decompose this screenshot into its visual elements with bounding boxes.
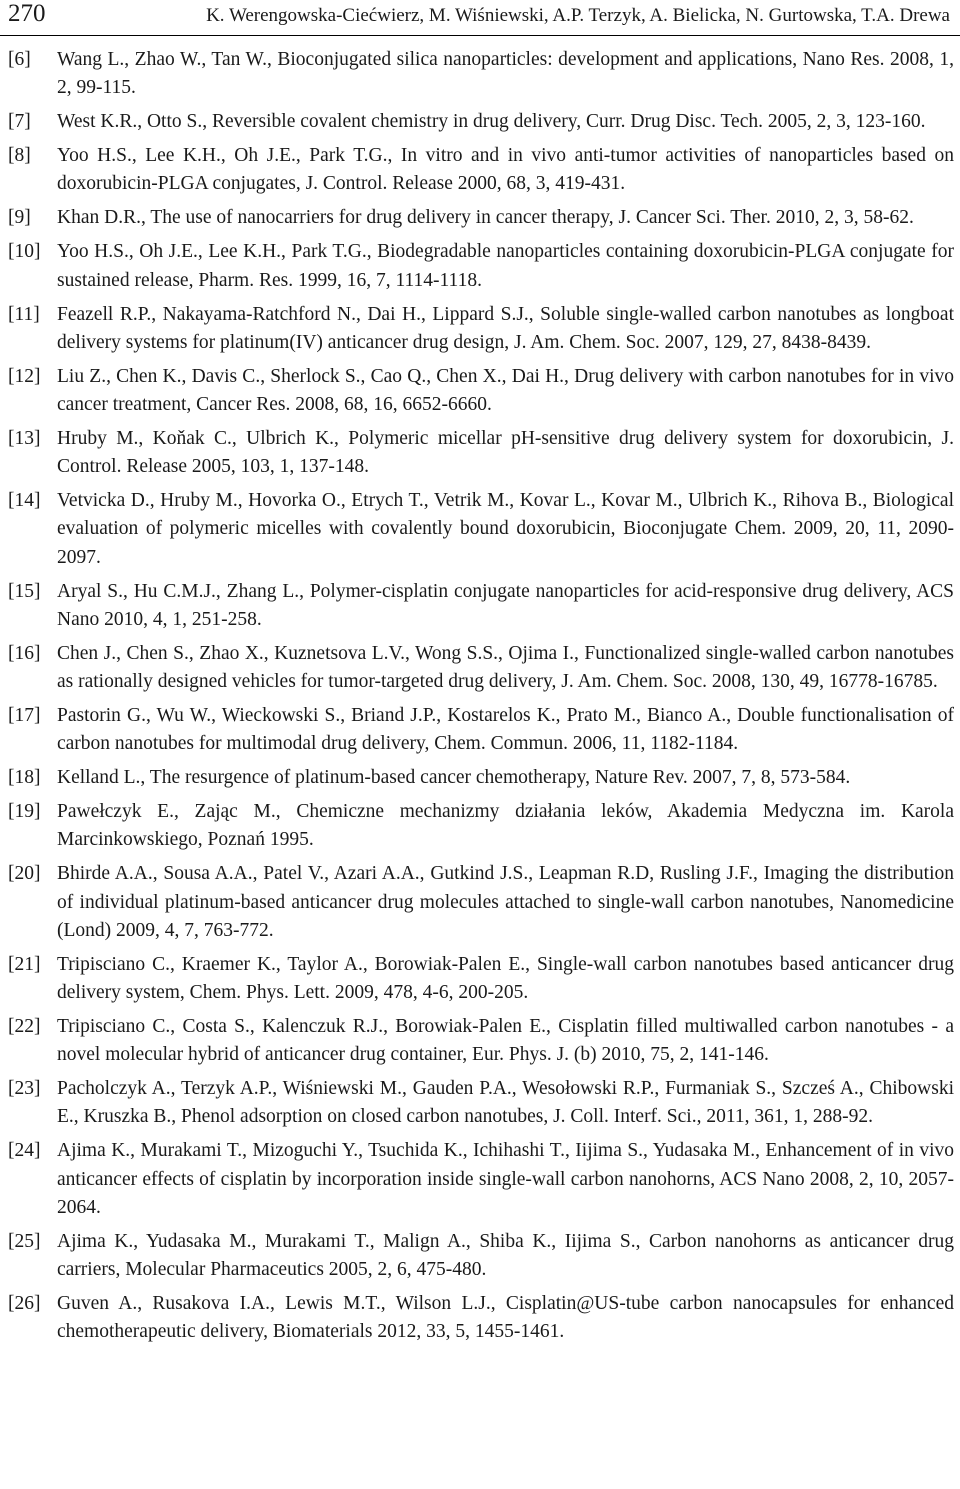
reference-number: [21]: [8, 953, 41, 975]
reference-item: [8, 1290, 954, 1346]
reference-text: Pacholczyk A., Terzyk A.P., Wiśniewski M., Gauden P.A., Wesołowski R.P., Furmaniak S., Szcześ A., Chibowski E., Kruszka B., Phenol adsorption on closed carbon nanotubes, J. Coll. Interf. Sci., 2011, 361, 1, 288-92.: [57, 1078, 954, 1128]
reference-item: [8, 951, 954, 1007]
reference-text: Kelland L., The resurgence of platinum-based cancer chemotherapy, Nature Rev. 2007, 7, 8, 573-584.: [57, 767, 851, 789]
reference-number: [6]: [8, 49, 31, 70]
reference-number: [26]: [8, 1293, 41, 1315]
reference-text: Chen J., Chen S., Zhao X., Kuznetsova L.V., Wong S.S., Ojima I., Functionalized single-walled carbon nanotubes as rationally designed vehicles for tumor-targeted drug delivery, J. Am. Chem. Soc. 2008, 130, 49, 16778-16785.: [57, 642, 954, 693]
reference-number: [17]: [8, 705, 41, 727]
reference-item: [8, 238, 954, 294]
reference-number: [11]: [8, 303, 40, 325]
reference-number: [14]: [8, 490, 41, 512]
reference-item: [8, 1013, 954, 1069]
reference-item: [8, 798, 954, 854]
reference-item: [8, 425, 954, 481]
reference-item: [8, 142, 954, 198]
reference-item: [8, 46, 954, 102]
reference-item: [8, 301, 954, 357]
reference-number: [23]: [8, 1078, 41, 1100]
reference-text: Aryal S., Hu C.M.J., Zhang L., Polymer-cisplatin conjugate nanoparticles for acid-responsive drug delivery, ACS Nano 2010, 4, 1, 251-258.: [57, 580, 954, 630]
reference-number: [24]: [8, 1140, 41, 1162]
reference-item: [8, 860, 954, 945]
reference-number: [13]: [8, 428, 41, 450]
reference-item: [8, 1137, 954, 1222]
reference-item: [8, 578, 954, 634]
page-header: [0, 0, 960, 36]
reference-item: [8, 487, 954, 572]
reference-text: Guven A., Rusakova I.A., Lewis M.T., Wilson L.J., Cisplatin@US-tube carbon nanocapsules for enhanced chemotherapeutic delivery, Biomaterials 2012, 33, 5, 1455-1461.: [57, 1293, 954, 1343]
reference-text: Bhirde A.A., Sousa A.A., Patel V., Azari A.A., Gutkind J.S., Leapman R.D, Rusling J.F., Imaging the distribution of individual platinum-based anticancer drug molecules attached to single-wall carbon nanotubes, Nanomedicine (Lond) 2009, 4, 7, 763-772.: [57, 863, 954, 941]
reference-item: [8, 1075, 954, 1131]
reference-number: [15]: [8, 580, 41, 602]
reference-text: Tripisciano C., Kraemer K., Taylor A., Borowiak-Palen E., Single-wall carbon nanotubes based anticancer drug delivery system, Chem. Phys. Lett. 2009, 478, 4-6, 200-205.: [57, 953, 954, 1004]
reference-number: [18]: [8, 767, 41, 789]
reference-item: [8, 702, 954, 758]
reference-text: Liu Z., Chen K., Davis C., Sherlock S., Cao Q., Chen X., Dai H., Drug delivery with carbon nanotubes for in vivo cancer treatment, Cancer Res. 2008, 68, 16, 6652-6660.: [57, 365, 954, 416]
reference-text: Pastorin G., Wu W., Wieckowski S., Briand J.P., Kostarelos K., Prato M., Bianco A., Double functionalisation of carbon nanotubes for multimodal drug delivery, Chem. Commun. 2006, 11, 1182-1184.: [57, 705, 954, 755]
reference-number: [19]: [8, 801, 41, 823]
reference-text: Feazell R.P., Nakayama-Ratchford N., Dai H., Lippard S.J., Soluble single-walled carbon nanotubes as longboat delivery systems for platinum(IV) anticancer drug design, J. Am. Chem. Soc. 2007, 129, 27, 8438-8439.: [57, 303, 954, 353]
reference-text: Ajima K., Murakami T., Mizoguchi Y., Tsuchida K., Ichihashi T., Iijima S., Yudasaka M., Enhancement of in vivo anticancer effects of cisplatin by incorporation inside single-wall carbon nanohorns, ACS Nano 2008, 2, 10, 2057-2064.: [57, 1140, 954, 1218]
reference-item: [8, 640, 954, 696]
reference-number: [12]: [8, 365, 41, 387]
reference-text: Ajima K., Yudasaka M., Murakami T., Malign A., Shiba K., Iijima S., Carbon nanohorns as anticancer drug carriers, Molecular Pharmaceutics 2005, 2, 6, 475-480.: [57, 1230, 954, 1281]
reference-number: [25]: [8, 1230, 41, 1252]
reference-text: West K.R., Otto S., Reversible covalent chemistry in drug delivery, Curr. Drug Disc. Tech. 2005, 2, 3, 123-160.: [57, 111, 926, 133]
reference-item: [8, 764, 954, 792]
reference-text: Pawełczyk E., Zając M., Chemiczne mechanizmy działania leków, Akademia Medyczna im. Karola Marcinkowskiego, Poznań 1995.: [57, 801, 954, 851]
reference-item: [8, 363, 954, 419]
reference-item: [8, 108, 954, 136]
running-head-authors: K. Werengowska-Ciećwierz, M. Wiśniewski, A.P. Terzyk, A. Bielicka, N. Gurtowska, T.A. Drewa: [206, 5, 950, 26]
reference-number: [20]: [8, 863, 41, 885]
page-number: 270: [8, 0, 46, 27]
reference-number: [8]: [8, 145, 31, 167]
reference-list: [8, 46, 954, 1352]
reference-number: [7]: [8, 111, 31, 133]
reference-text: Vetvicka D., Hruby M., Hovorka O., Etrych T., Vetrik M., Kovar L., Kovar M., Ulbrich K., Rihova B., Biological evaluation of polymeric micelles with covalently bound doxorubicin, Bioconjugate Chem. 2009, 20, 11, 2090-2097.: [57, 490, 954, 568]
reference-number: [22]: [8, 1016, 41, 1038]
reference-number: [9]: [8, 207, 31, 229]
reference-number: [10]: [8, 241, 41, 263]
reference-text: Wang L., Zhao W., Tan W., Bioconjugated silica nanoparticles: development and applications, Nano Res. 2008, 1, 2, 99-115.: [57, 49, 954, 99]
reference-item: [8, 204, 954, 232]
reference-text: Khan D.R., The use of nanocarriers for drug delivery in cancer therapy, J. Cancer Sci. Ther. 2010, 2, 3, 58-62.: [57, 207, 914, 229]
reference-number: [16]: [8, 642, 41, 664]
reference-text: Tripisciano C., Costa S., Kalenczuk R.J., Borowiak-Palen E., Cisplatin filled multiwalled carbon nanotubes - a novel molecular hybrid of anticancer drug container, Eur. Phys. J. (b) 2010, 75, 2, 141-146.: [57, 1016, 954, 1066]
reference-item: [8, 1228, 954, 1284]
reference-text: Yoo H.S., Oh J.E., Lee K.H., Park T.G., Biodegradable nanoparticles containing doxorubicin-PLGA conjugate for sustained release, Pharm. Res. 1999, 16, 7, 1114-1118.: [57, 241, 954, 291]
reference-text: Yoo H.S., Lee K.H., Oh J.E., Park T.G., In vitro and in vivo anti-tumor activities of nanoparticles based on doxorubicin-PLGA conjugates, J. Control. Release 2000, 68, 3, 419-431.: [57, 145, 954, 195]
reference-text: Hruby M., Koňak C., Ulbrich K., Polymeric micellar pH-sensitive drug delivery system for doxorubicin, J. Control. Release 2005, 103, 1, 137-148.: [57, 428, 954, 478]
